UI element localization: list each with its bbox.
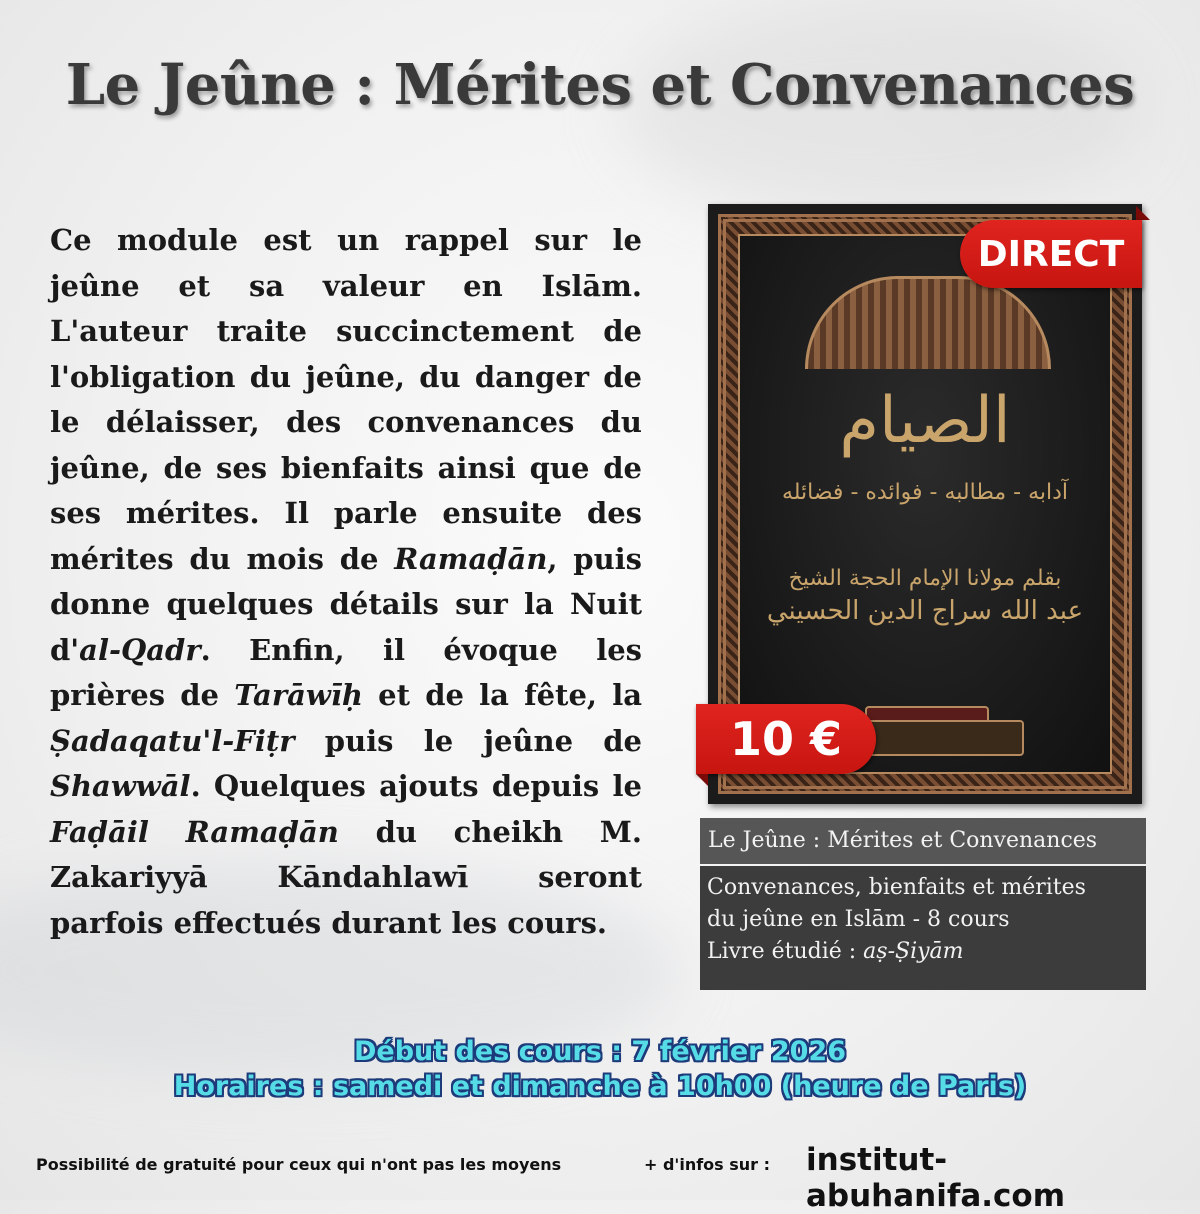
schedule-block bbox=[0, 1034, 1200, 1104]
info-book-name: aṣ-Ṣiyām bbox=[863, 939, 964, 964]
info-line-3 bbox=[707, 936, 1146, 968]
book-author-line1: بقلم مولانا الإمام الحجة الشيخ bbox=[788, 566, 1062, 591]
description-italic-term: Ṣadaqatu'l-Fiṭr bbox=[50, 723, 295, 758]
description-text: , puis donne quelques détails sur la Nuit d' bbox=[50, 541, 642, 667]
book-subtitle-arabic: آدابه - مطالبه - فوائده - فضائله bbox=[781, 480, 1069, 505]
description-text: puis le jeûne de bbox=[294, 723, 642, 758]
free-access-note: Possibilité de gratuité pour ceux qui n'ont pas les moyens bbox=[36, 1155, 562, 1174]
description-italic-term: Tarāwīḥ bbox=[234, 678, 363, 712]
description-text: Ce module est un rappel sur le jeûne et sa valeur en Islām. L'auteur traite succinctement de l'obligation du jeûne, du danger de le délaisser, des convenances du jeûne, de ses bienfaits ainsi que de ses mérites. Il parle ensuite des mérites du mois de bbox=[50, 223, 642, 576]
info-box-title: Le Jeûne : Mérites et Convenances bbox=[700, 818, 1146, 864]
page-title: Le Jeûne : Mérites et Convenances bbox=[65, 52, 1135, 118]
description-text: du cheikh M. Zakariyyā Kāndahlawī seront parfois effectués durant les cours. bbox=[50, 814, 642, 940]
description-italic-term: Shawwāl bbox=[50, 769, 191, 803]
info-box-body bbox=[700, 866, 1146, 990]
ribbon-fold bbox=[1136, 206, 1150, 220]
info-book-label: Livre étudié : bbox=[707, 939, 864, 964]
course-start-date: Début des cours : 7 février 2026 bbox=[353, 1036, 847, 1067]
more-info-label: + d'infos sur : bbox=[644, 1155, 771, 1174]
description-text: . Quelques ajouts depuis le bbox=[190, 769, 642, 803]
description-italic-term: Faḍāil Ramaḍān bbox=[50, 814, 339, 849]
book-title-arabic: الصيام bbox=[839, 384, 1011, 458]
direct-badge: DIRECT bbox=[960, 220, 1142, 288]
price-badge: 10 € bbox=[696, 704, 876, 774]
info-line-2: du jeûne en Islām - 8 cours bbox=[707, 907, 1010, 932]
description-italic-term: Ramaḍān bbox=[394, 541, 548, 576]
course-hours: Horaires : samedi et dimanche à 10h00 (heure de Paris) bbox=[173, 1071, 1027, 1102]
ribbon-fold bbox=[696, 774, 708, 786]
module-description bbox=[50, 218, 642, 946]
book-author-line2: عبد الله سراج الدين الحسيني bbox=[766, 596, 1084, 626]
info-line-1: Convenances, bienfaits et mérites bbox=[707, 875, 1086, 900]
website-link[interactable]: institut-abuhanifa.com bbox=[806, 1142, 1066, 1214]
book-cover-panel bbox=[738, 234, 1112, 774]
description-text: . Enfin, il évoque les prières de bbox=[50, 632, 642, 712]
description-text: et de la fête, la bbox=[362, 678, 643, 712]
book-arch-ornament bbox=[805, 276, 1051, 369]
description-italic-term: al-Qadr bbox=[79, 632, 201, 667]
